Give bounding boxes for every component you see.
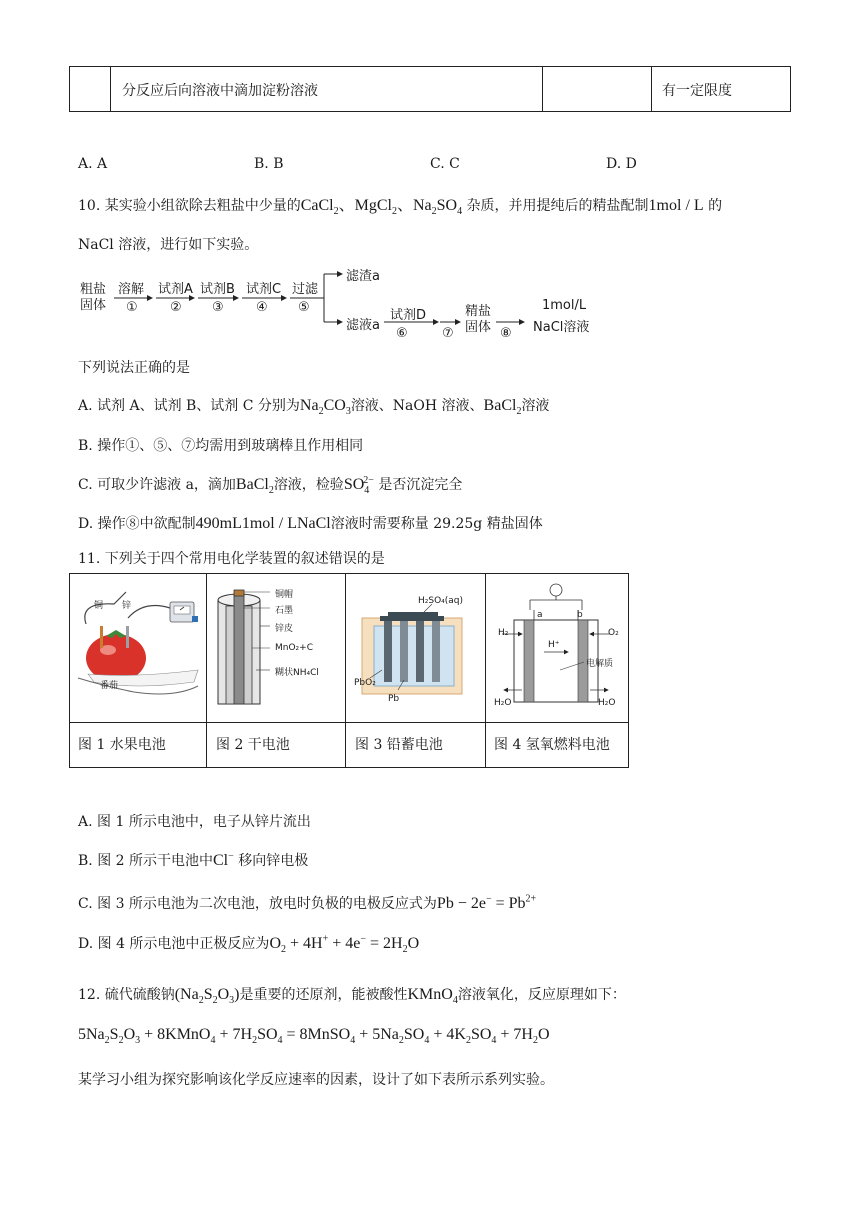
caption-fig2: 图 2 干电池 [216,737,290,753]
q12-stem [78,984,626,1006]
flow-filtrate-a: 滤液a [346,318,380,333]
table-divider [651,67,652,111]
label-tomato: 番茄 [100,681,119,691]
table-divider [206,574,207,767]
q11-option-d[interactable] [78,933,419,955]
flow-salt-line1: 精盐 [465,304,492,319]
formula-chloride: Cl− [213,850,234,869]
label-pbo2: PbO₂ [354,678,376,688]
q10-stem-text: 10. 某实验小组欲除去粗盐中少量的 [78,198,301,214]
q11-stem: 11. 下列关于四个常用电化学装置的叙述错误的是 [78,551,385,567]
q12-stem-text: 12. 硫代硫酸钠 [78,987,175,1003]
option-text: 移向锌电极 [238,853,309,869]
flow-start-line2: 固体 [80,298,107,313]
dry-cell-illustration [212,586,272,718]
q11-figure-table [69,573,629,768]
flow-start-line1: 粗盐 [80,282,107,297]
formula-pb-oxidation: $Pb - 2e^- = Pb^{2+}$ [436,893,537,912]
q12-description: 某学习小组为探究影响该化学反应速率的因素，设计了如下表所示系列实验。 [78,1072,554,1088]
option-text: 是否沉淀完全 [378,477,463,493]
option-text: B. 图 2 所示干电池中 [78,853,213,869]
flow-step-reagent-a: 试剂A [158,282,193,297]
table-divider [345,574,346,767]
caption-fig3: 图 3 铅蓄电池 [355,737,443,753]
q10-stem-line1 [78,192,722,217]
q10-stem-text: 的 [708,198,723,214]
formula-volume-conc: 490mL1mol / LNaCl [195,515,331,532]
flow-residue-a: 滤渣a [346,269,380,284]
caption-fig4: 图 4 氢氧燃料电池 [494,737,610,753]
q12-reaction-equation: $5Na_2S_2O_3$ + 8KMnO$_4$ + $7H_2SO_4$ = 8MnSO$_4$ + $5Na_2SO_4 + 4K_2SO_4 + 7H_2O$ [78,1026,550,1047]
option-text: C. 图 3 所示电池为二次电池，放电时负极的电极反应式为 [78,896,437,912]
q12-stem-text: 是重要的还原剂，能被酸性 [239,987,408,1003]
table-cell-experiment: 分反应后向溶液中滴加淀粉溶液 [122,83,318,99]
q10-concentration: 1mol / L [648,197,704,214]
flow-final-line2: NaCl溶液 [533,320,590,335]
table-divider [485,574,486,767]
flow-step-num-8: ⑧ [500,326,512,341]
q10-option-c[interactable] [78,474,462,496]
flow-step-reagent-d: 试剂D [390,308,427,323]
option-text: D. 操作⑧中欲配制 [78,516,196,532]
option-text: D. 图 4 所示电池中正极反应为 [78,936,270,952]
lead-acid-battery-illustration [352,604,482,716]
option-text: 溶液、NaOH 溶液、 [350,398,484,414]
table-divider [70,722,628,723]
option-text: A. 试剂 A、试剂 B、试剂 C 分别为 [78,398,300,414]
label-copper-cap: 铜帽 [275,590,294,600]
formula-na2s2o3: $(Na_2S_2O_3)$ [174,986,240,1007]
label-water-right: H₂O [598,698,616,708]
label-electrode-b: b [577,610,583,620]
flow-step-reagent-c: 试剂C [246,282,282,297]
table-divider [542,67,543,111]
label-pb: Pb [388,694,400,704]
answer-table-fragment [69,66,791,112]
q11-option-b[interactable] [78,850,308,870]
flow-final-line1: 1mol/L [542,298,587,313]
q10-option-b[interactable]: B. 操作①、⑤、⑦均需用到玻璃棒且作用相同 [78,438,364,454]
flow-step-dissolve: 溶解 [118,282,145,297]
flow-step-num-5: ⑤ [298,300,310,315]
q12-stem-text: 溶液氧化，反应原理如下： [457,987,626,1003]
q10-flowchart [78,262,618,348]
label-hplus: H⁺ [548,640,560,650]
formula-bacl2: BaCl$_2$ [483,397,522,418]
label-zinc-shell: 锌皮 [275,624,294,634]
label-zinc: 锌 [122,601,132,611]
q9-option-c[interactable]: C. C [430,156,460,172]
option-text: C. 可取少许滤液 a，滴加 [78,477,236,493]
label-o2: O₂ [608,628,619,638]
flow-step-num-2: ② [170,300,182,315]
q10-option-d[interactable] [78,513,543,533]
label-mno2: MnO₂+C [275,643,313,653]
flow-step-num-6: ⑥ [396,326,408,341]
label-electrolyte: 电解质 [586,659,614,669]
caption-fig1: 图 1 水果电池 [78,737,166,753]
table-divider [110,67,111,111]
q9-option-a[interactable]: A. A [78,156,108,172]
table-cell-conclusion: 有一定限度 [662,83,732,99]
q10-stem-line2: NaCl 溶液，进行如下实验。 [78,237,259,253]
q10-prompt: 下列说法正确的是 [78,360,190,376]
flow-step-filter: 过滤 [292,282,319,297]
label-graphite: 石墨 [275,606,294,616]
flow-salt-line2: 固体 [465,320,492,335]
q11-option-a[interactable]: A. 图 1 所示电池中，电子从锌片流出 [78,814,311,830]
label-nh4cl: 糊状NH₄Cl [275,668,319,678]
q10-option-a[interactable] [78,395,549,417]
formula-oxygen-reduction: $O_2 + 4H^+ + 4e^- = 2H_2O$ [269,933,420,956]
label-water-left: H₂O [494,698,512,708]
formula-sulfate: $SO_4^{2-}$ [343,474,374,497]
formula-bacl2: BaCl$_2$ [235,476,274,497]
label-sulfuric-acid: H₂SO₄(aq) [418,596,464,606]
flow-step-reagent-b: 试剂B [200,282,235,297]
flow-step-num-3: ③ [212,300,224,315]
option-text: 溶液，检验 [273,477,344,493]
q10-impurities-formula: CaCl$_2$、MgCl$_2$、$Na_2SO_4$ [300,197,463,218]
q9-option-d[interactable]: D. D [606,156,637,172]
q11-option-c[interactable] [78,893,536,913]
flow-step-num-4: ④ [256,300,268,315]
label-h2: H₂ [498,628,509,638]
formula-na2co3: $Na_2CO_3$ [299,397,351,418]
q10-stem-text: 杂质，并用提纯后的精盐配制 [466,198,649,214]
option-text: 溶液 [521,398,550,414]
option-text: 溶液时需要称量 29.25g 精盐固体 [330,516,543,532]
label-electrode-a: a [537,610,543,620]
flow-step-num-1: ① [126,300,138,315]
q9-option-b[interactable]: B. B [254,156,284,172]
flow-step-num-7: ⑦ [442,326,454,341]
formula-kmno4: KMnO$_4$ [407,986,458,1007]
label-copper: 铜 [94,601,104,611]
